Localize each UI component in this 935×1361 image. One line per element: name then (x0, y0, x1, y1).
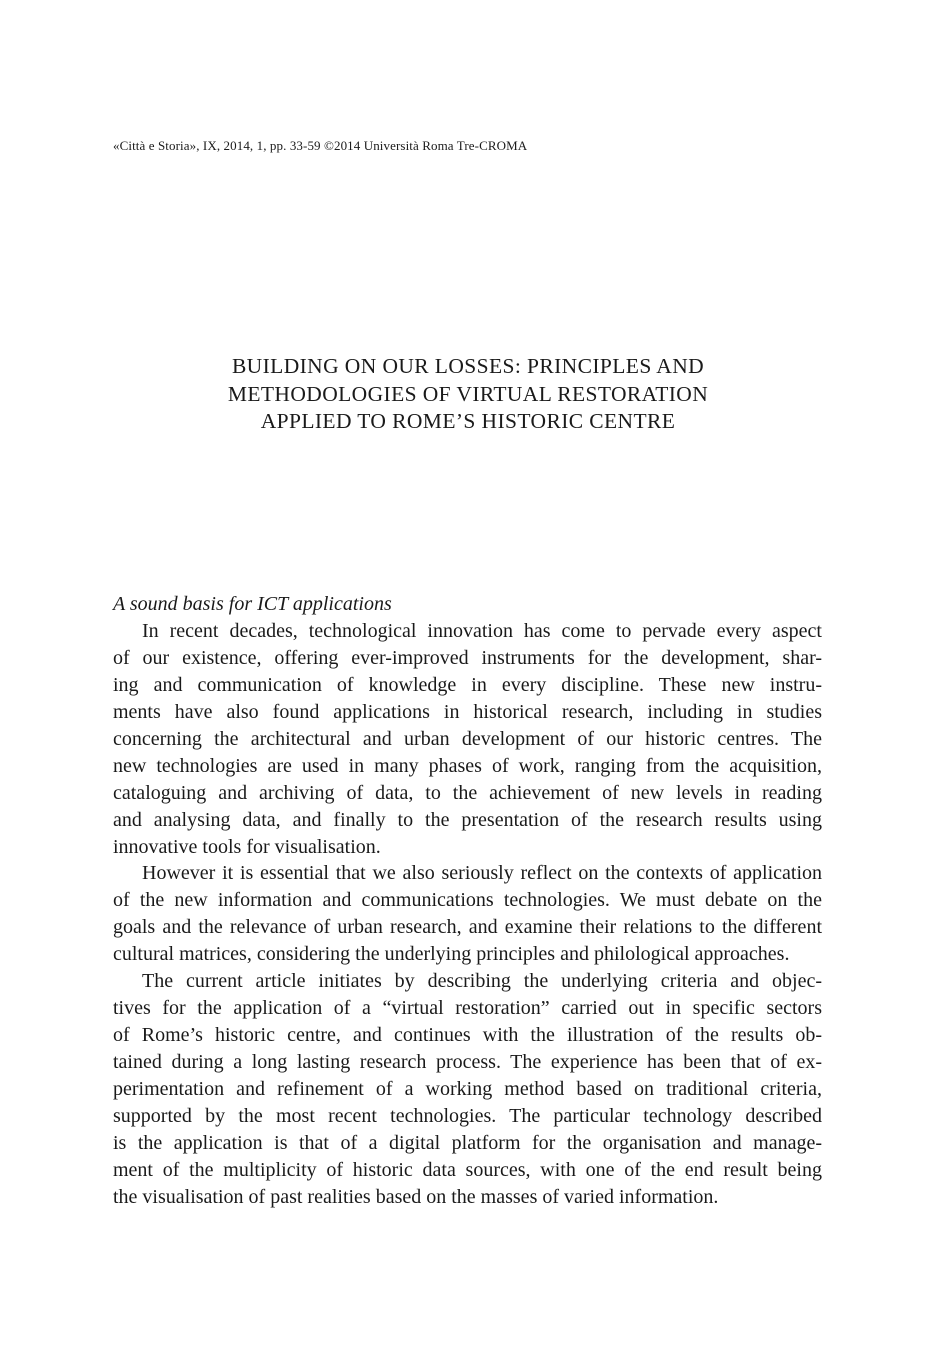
title-line: APPLIED TO ROME’S HISTORIC CENTRE (260, 409, 676, 434)
text-line: goals and the relevance of urban research, and examine their relations to the different (113, 916, 822, 939)
paragraph-1 (113, 618, 822, 860)
title-line: BUILDING ON OUR LOSSES: PRINCIPLES AND (231, 354, 705, 379)
text-line: and analysing data, and finally to the presentation of the research results using (113, 808, 822, 831)
text-line: ment of the multiplicity of historic data sources, with one of the end result being (113, 1158, 822, 1181)
text-line: ments have also found applications in historical research, including in studies (113, 700, 822, 723)
text-line: cultural matrices, considering the underlying principles and philological approaches. (113, 943, 790, 966)
text-line: new technologies are used in many phases of work, ranging from the acquisition, (113, 754, 822, 777)
text-line: tives for the application of a “virtual restoration” carried out in specific sectors (113, 997, 822, 1020)
text-line: cataloguing and archiving of data, to the achievement of new levels in reading (113, 781, 822, 804)
text-line: of the new information and communications technologies. We must debate on the (113, 889, 822, 912)
running-head: «Città e Storia», IX, 2014, 1, pp. 33-59 ©2014 Università Roma Tre-CROMA (113, 138, 528, 153)
section-heading: A sound basis for ICT applications (113, 593, 392, 615)
text-line: tained during a long lasting research process. The experience has been that of ex- (113, 1051, 823, 1073)
text-line: of Rome’s historic centre, and continues with the illustration of the results ob- (113, 1024, 822, 1047)
text-line: is the application is that of a digital platform for the organisation and manage- (113, 1131, 823, 1154)
text-line: concerning the architectural and urban development of our historic centres. The (113, 727, 822, 750)
text-line: of our existence, offering ever-improved instruments for the development, shar- (113, 646, 822, 669)
text-line: innovative tools for visualisation. (113, 835, 381, 858)
text-line: In recent decades, technological innovation has come to pervade every aspect (142, 620, 822, 642)
text-line: perimentation and refinement of a working method based on traditional criteria, (113, 1077, 822, 1100)
section-body (113, 591, 822, 1211)
paragraph-3 (113, 968, 822, 1210)
text-line: ing and communication of knowledge in every discipline. These new instru- (113, 673, 822, 696)
text-line: However it is essential that we also seriously reflect on the contexts of application (142, 862, 823, 885)
text-line: the visualisation of past realities based on the masses of varied information. (113, 1185, 719, 1208)
text-line: The current article initiates by describing the underlying criteria and objec- (142, 970, 822, 993)
article-title (113, 353, 823, 436)
title-line: METHODOLOGIES OF VIRTUAL RESTORATION (227, 381, 709, 406)
text-line: supported by the most recent technologies. The particular technology described (113, 1104, 822, 1127)
paragraph-2 (113, 860, 822, 968)
